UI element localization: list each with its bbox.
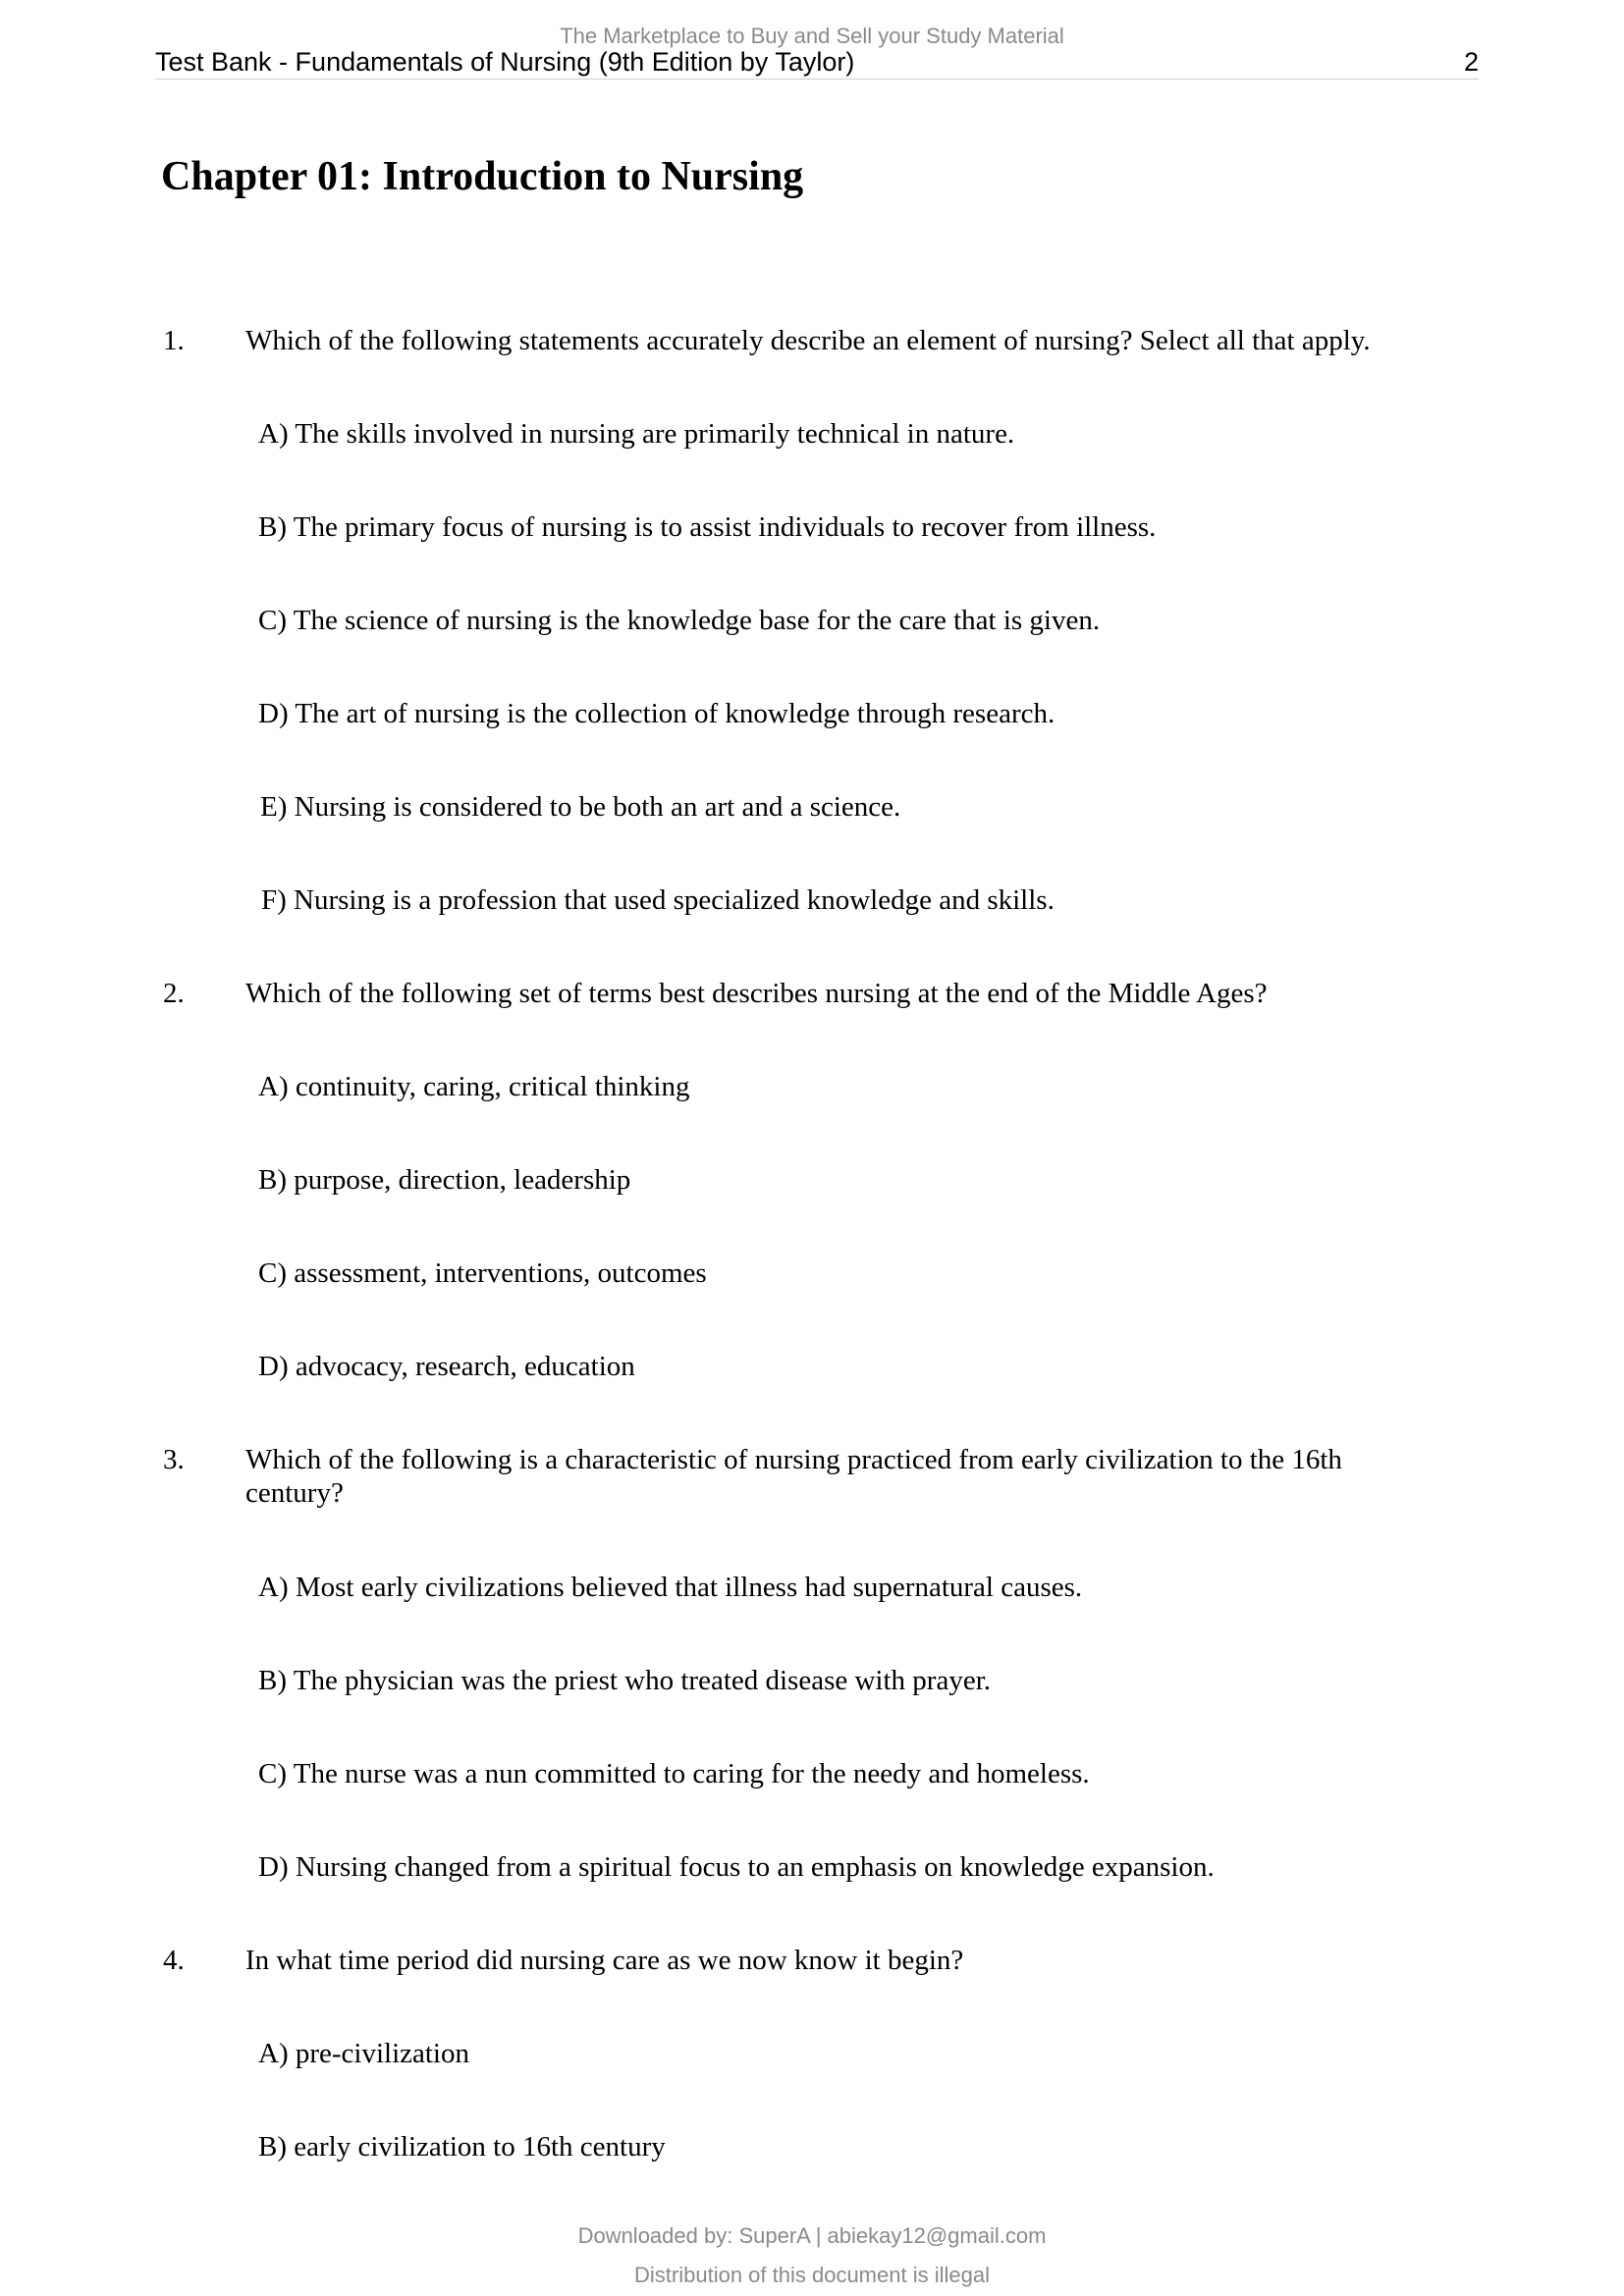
- question-text: Which of the following is a characteristic of nursing practiced from early civilization to the 16th century?: [245, 1444, 1342, 1509]
- question-number: 1.: [163, 325, 185, 356]
- question-number: 4.: [163, 1945, 185, 1976]
- answer-option: F) Nursing is a profession that used specialized knowledge and skills.: [261, 884, 1055, 916]
- answer-option: B) purpose, direction, leadership: [258, 1164, 631, 1196]
- answer-option: B) early civilization to 16th century: [258, 2131, 666, 2163]
- answer-option: D) Nursing changed from a spiritual focus to an emphasis on knowledge expansion.: [258, 1851, 1215, 1883]
- chapter-title: Chapter 01: Introduction to Nursing: [161, 154, 804, 199]
- answer-option: C) assessment, interventions, outcomes: [258, 1257, 707, 1289]
- page-header: [155, 47, 1479, 80]
- question-text: Which of the following statements accurately describe an element of nursing? Select all that apply.: [245, 325, 1371, 356]
- answer-option: A) The skills involved in nursing are primarily technical in nature.: [258, 418, 1015, 450]
- question-text: In what time period did nursing care as we now know it begin?: [245, 1945, 964, 1976]
- page-number: 2: [1463, 47, 1479, 77]
- marketplace-watermark: The Marketplace to Buy and Sell your Study Material: [560, 24, 1064, 48]
- answer-option: C) The nurse was a nun committed to caring for the needy and homeless.: [258, 1758, 1090, 1789]
- question-number: 2.: [163, 978, 185, 1009]
- answer-option: A) continuity, caring, critical thinking: [258, 1071, 690, 1102]
- answer-option: B) The physician was the priest who treated disease with prayer.: [258, 1665, 991, 1696]
- distribution-notice: Distribution of this document is illegal: [634, 2263, 990, 2287]
- header-title: Test Bank - Fundamentals of Nursing (9th Edition by Taylor): [155, 47, 855, 77]
- answer-option: D) advocacy, research, education: [258, 1351, 635, 1382]
- answer-option: B) The primary focus of nursing is to assist individuals to recover from illness.: [258, 511, 1157, 543]
- answer-option: C) The science of nursing is the knowledge base for the care that is given.: [258, 605, 1101, 636]
- download-info: Downloaded by: SuperA | abiekay12@gmail.com: [577, 2223, 1047, 2248]
- question-number: 3.: [163, 1444, 185, 1475]
- answer-option: D) The art of nursing is the collection of knowledge through research.: [258, 698, 1056, 729]
- answer-option: E) Nursing is considered to be both an art and a science.: [260, 791, 901, 823]
- answer-option: A) Most early civilizations believed that illness had supernatural causes.: [258, 1572, 1083, 1603]
- answer-option: A) pre-civilization: [258, 2038, 469, 2069]
- question-text: Which of the following set of terms best describes nursing at the end of the Middle Ages?: [245, 978, 1268, 1009]
